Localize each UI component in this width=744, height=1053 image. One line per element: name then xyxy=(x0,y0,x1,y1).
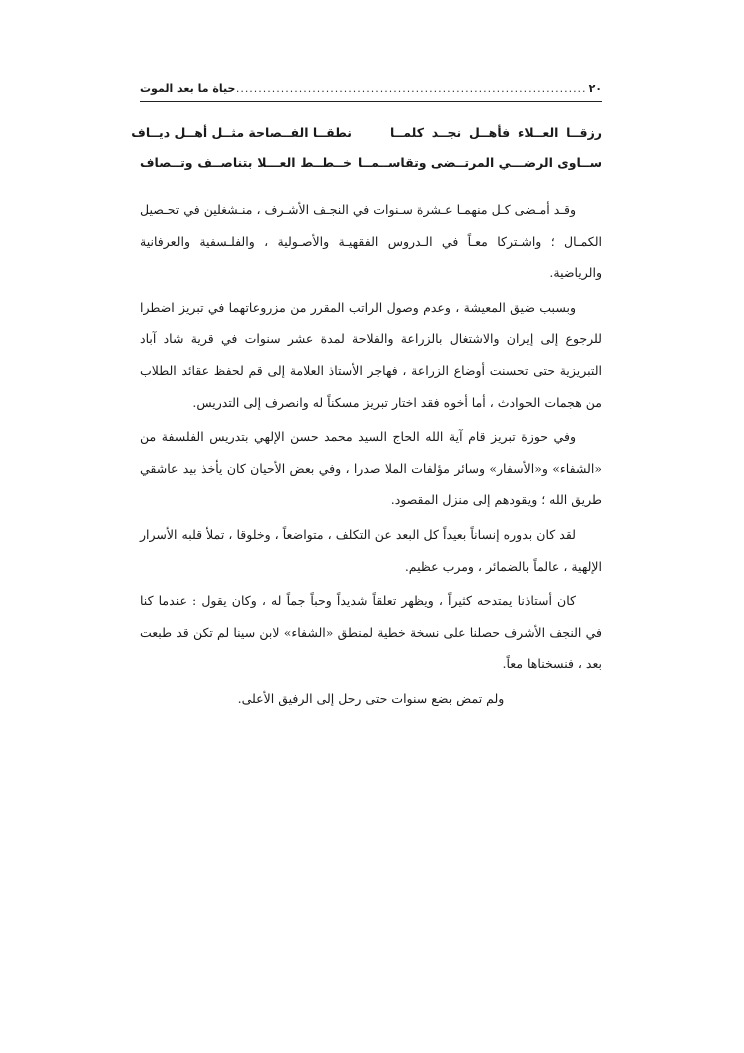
poem-first-hemistich: ســاوى الرضـــي المرتــضى وتقاســمــا xyxy=(357,155,602,170)
poem-first-hemistich: رزقــا العــلاء فأهــل نجــد كلمــا xyxy=(390,125,602,140)
poem-line xyxy=(140,154,602,184)
poem-second-hemistich: نطقــا الفــصاحة مثــل أهــل ديــاف xyxy=(131,125,352,140)
paragraph: كان أستاذنا يمتدحه كثيراً ، ويظهر تعلقاً شديداً وحباً جماً له ، وكان يقول : عندما كنا في النجف الأشرف حصلنا على نسخة خطية لمنطق «الشفاء» لابن سينا لم تكن قد طبعت بعد ، فنسخناها معاً. xyxy=(140,593,602,672)
body-text xyxy=(140,194,602,718)
paragraph: لقد كان بدوره إنساناً بعيداً كل البعد عن التكلف ، متواضعاً ، وخلوقا ، تملأ قلبه الأسرار الإلهية ، عالماً بالضمائر ، ومرب عظيم. xyxy=(140,526,602,574)
book-page xyxy=(131,0,602,1053)
book-title: حياة ما بعد الموت xyxy=(140,82,236,95)
paragraph: وبسبب ضيق المعيشة ، وعدم وصول الراتب المقرر من مزروعاتهما في تبريز اضطرا للرجوع إلى إيران والاشتغال بالزراعة والفلاحة لمدة عشر سنوات في قرية شاد آباد التبريزية حتى تحسنت أوضاع الزراعة ، فهاجر الأستاذ العلامة إلى قم لحفظ عقائد الطلاب من هجمات الحوادث ، أما أخوه فقد اختار تبريز مسكناً له وانصرف إلى التدريس. xyxy=(140,299,602,410)
poem-second-hemistich: خــطــط العـــلا بتناصــف وتــصاف xyxy=(140,155,352,170)
poem-block xyxy=(131,124,602,184)
paragraph: وقـد أمـضى كـل منهمـا عـشرة سـنوات في النجـف الأشـرف ، منـشغلين في تحـصيل الكمـال ؛ واشـتركا معـاً في الـدروس الفقهيـة والأصـولية ، والفلـسفية والعرفانية والرياضية. xyxy=(140,202,602,281)
poem-line xyxy=(131,124,602,154)
closing-paragraph: ولم تمض بضع سنوات حتى رحل إلى الرفيق الأعلى. xyxy=(237,690,505,706)
header-rule xyxy=(140,101,602,102)
header-dot-leader xyxy=(237,82,586,95)
page-number: ٢٠ xyxy=(588,82,602,95)
running-header xyxy=(140,82,602,100)
paragraph: وفي حوزة تبريز قام آية الله الحاج السيد محمد حسن الإلهي بتدريس الفلسفة من «الشفاء» و«الأسفار» وسائر مؤلفات الملا صدرا ، وفي بعض الأحيان كان يأخذ بيد عاشقي طريق الله ؛ ويقودهم إلى منزل المقصود. xyxy=(140,429,602,508)
